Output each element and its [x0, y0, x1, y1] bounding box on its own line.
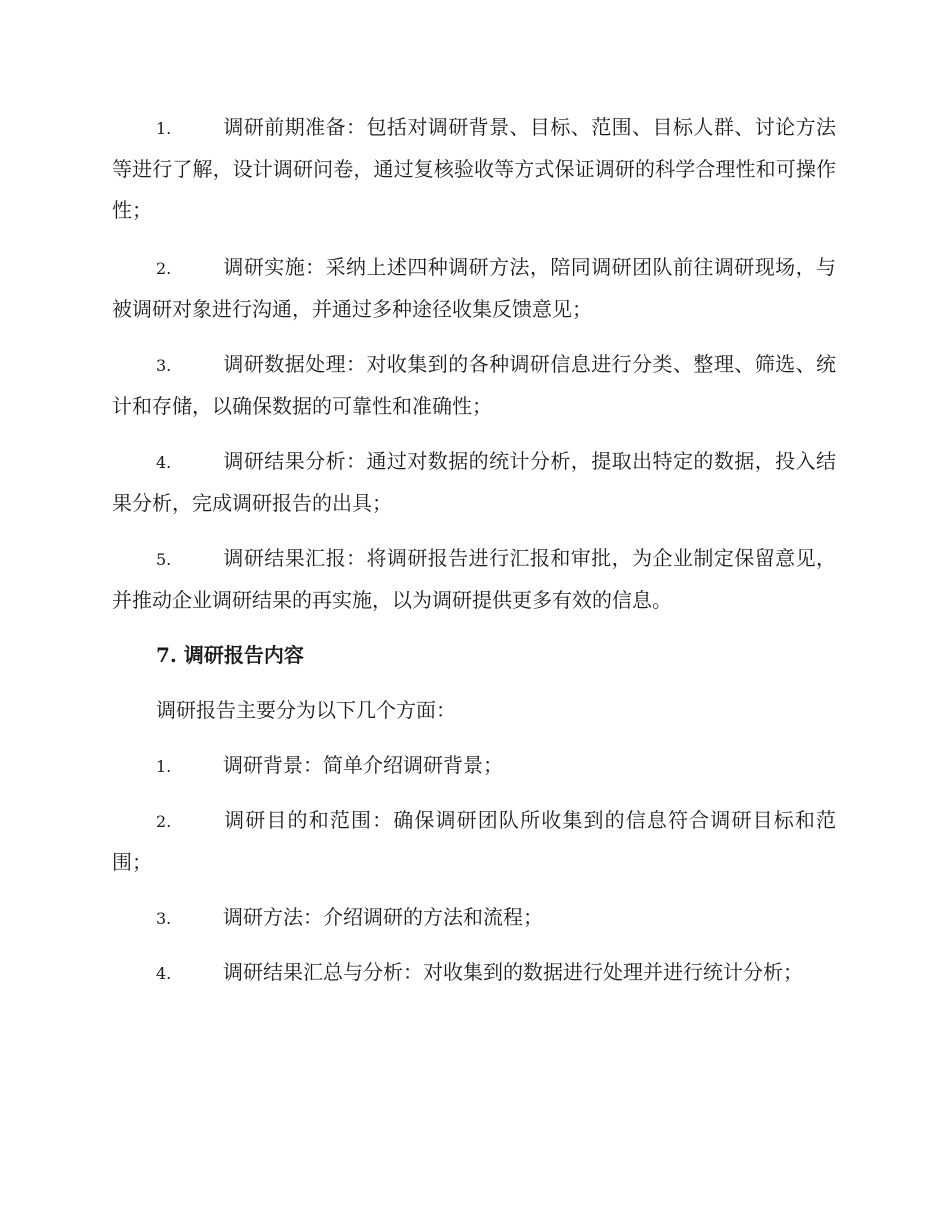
list-item-number: 2. [156, 812, 172, 831]
list-item-number: 1. [156, 757, 172, 776]
section-heading: 7. 调研报告内容 [156, 643, 304, 667]
list-item-number: 3. [156, 909, 172, 928]
list-item [112, 800, 836, 883]
list-item-text: 调研实施：采纳上述四种调研方法，陪同调研团队前往调研现场，与被调研对象进行沟通，并通过多种途径收集反馈意见； [112, 255, 836, 321]
list-item-text: 调研结果分析：通过对数据的统计分析，提取出特定的数据，投入结果分析，完成调研报告的出具； [112, 449, 836, 515]
list-item [112, 897, 836, 939]
list-item [112, 952, 836, 994]
list-item [112, 745, 836, 787]
list-item-number: 4. [156, 964, 172, 983]
list-item-text: 调研结果汇报：将调研报告进行汇报和审批，为企业制定保留意见，并推动企业调研结果的再实施，以为调研提供更多有效的信息。 [112, 546, 836, 612]
section-intro: 调研报告主要分为以下几个方面： [156, 698, 456, 722]
list-item-number: 4. [156, 453, 172, 472]
list-item [112, 247, 836, 330]
list-item-number: 3. [156, 356, 172, 375]
list-item-number: 2. [156, 259, 172, 278]
list-item-number: 1. [156, 119, 172, 138]
list-item [112, 441, 836, 524]
list-item [112, 107, 836, 231]
list-item-text: 调研结果汇总与分析：对收集到的数据进行处理并进行统计分析； [223, 960, 803, 984]
list-item [112, 538, 836, 621]
list-item-text: 调研方法：介绍调研的方法和流程； [223, 905, 543, 929]
list-item-number: 5. [156, 550, 172, 569]
list-item-text: 调研数据处理：对收集到的各种调研信息进行分类、整理、筛选、统计和存储，以确保数据的可靠性和准确性； [112, 352, 836, 418]
list-item [112, 344, 836, 427]
list-item-text: 调研背景：简单介绍调研背景； [223, 753, 503, 777]
list-item-text: 调研目的和范围：确保调研团队所收集到的信息符合调研目标和范围； [112, 808, 836, 874]
list-item-text: 调研前期准备：包括对调研背景、目标、范围、目标人群、讨论方法等进行了解，设计调研问卷，通过复核验收等方式保证调研的科学合理性和可操作性； [112, 115, 836, 222]
